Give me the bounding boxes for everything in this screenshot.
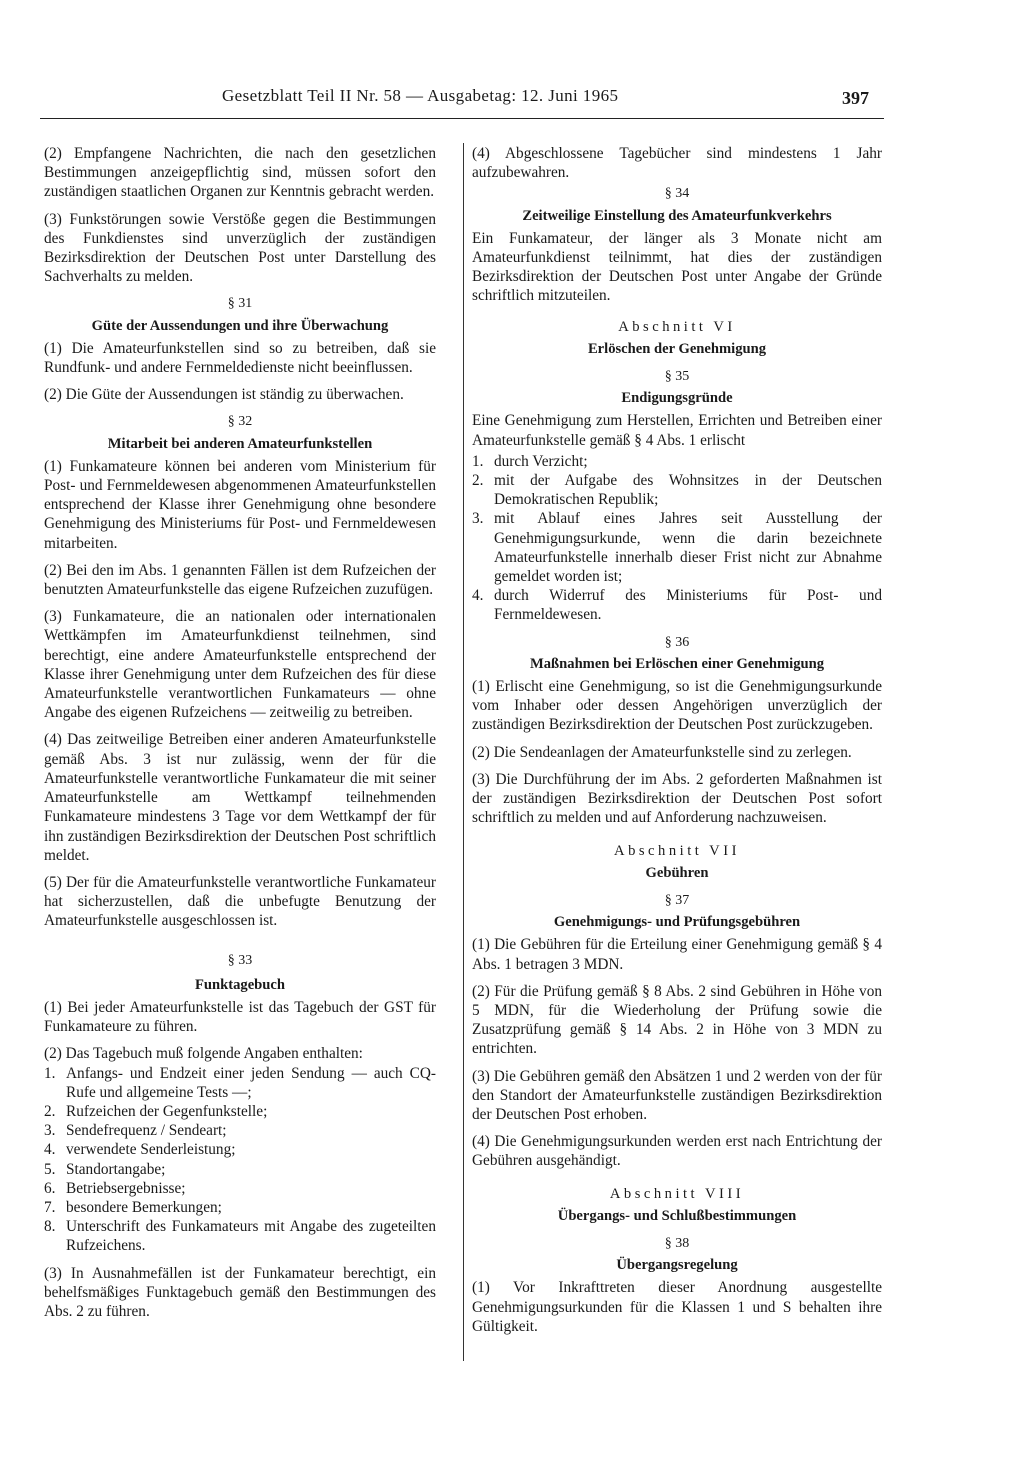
numbered-list <box>472 452 882 625</box>
paragraph: (3) Funkamateure, die an nationalen oder internationalen Wettkämpfen im Amateurfunkdienst teilnehmen, sind berechtigt, eine andere Amateurfunkstelle entsprechend der Klasse ihrer Genehmigung unter dem Rufzeichen des für diese Amateurfunkstelle verantwortlichen Funkamateurs — ohne Angabe des eigenen Rufzeichens — zeitweilig zu betreiben. <box>44 608 436 722</box>
section-number: § 31 <box>227 296 253 312</box>
list-item <box>44 1179 436 1198</box>
page-number: 397 <box>842 88 869 108</box>
part-title: Übergangs- und Schlußbestimmungen <box>557 1207 797 1224</box>
list-item-text: Anfangs- und Endzeit einer jeden Sendung — auch CQ-Rufe und allgemeine Tests —; <box>66 1064 436 1101</box>
section-title: Übergangsregelung <box>616 1257 738 1274</box>
section-title: Zeitweilige Einstellung des Amateurfunkverkehrs <box>522 207 832 224</box>
section-title: Funktagebuch <box>194 976 286 993</box>
list-item-text: Unterschrift des Funkamateurs mit Angabe des zugeteilten Rufzeichens. <box>66 1218 436 1255</box>
list-item-text: durch Verzicht; <box>494 452 588 470</box>
numbered-list <box>44 1064 436 1256</box>
list-item <box>472 471 882 509</box>
paragraph: (3) Die Gebühren gemäß den Absätzen 1 und 2 werden von der für den Standort der Amateurfunkstelle zuständigen Bezirksdirektion der Deutschen Post erhoben. <box>472 1067 882 1123</box>
list-item <box>44 1217 436 1255</box>
section-number: § 33 <box>227 952 253 968</box>
header-rule <box>40 118 884 119</box>
paragraph: (1) Erlischt eine Genehmigung, so ist die Genehmigungsurkunde vom Inhaber oder dessen Angehörigen unverzüglich der zuständigen Bezirksdirektion der Deutschen Post zurückzugeben. <box>472 678 882 734</box>
list-item-number: 4. <box>472 587 484 605</box>
list-item <box>44 1160 436 1179</box>
list-item-number: 7. <box>44 1198 56 1216</box>
paragraph: (2) Für die Prüfung gemäß § 8 Abs. 2 sind Gebühren in Höhe von 5 MDN, für die Wiederholung der Prüfung sowie die Zusatzprüfung gemäß § 14 Abs. 2 in Höhe von 3 MDN zu entrichten. <box>472 982 882 1058</box>
list-item-number: 1. <box>472 452 484 470</box>
list-item-text: Standortangabe; <box>66 1160 166 1178</box>
paragraph: (3) In Ausnahmefällen ist der Funkamateur berechtigt, ein behelfsmäßiges Funktagebuch gemäß den Bestimmungen des Abs. 2 zu führen. <box>44 1264 436 1320</box>
list-item <box>472 452 882 471</box>
section-title: Genehmigungs- und Prüfungsgebühren <box>553 914 801 931</box>
paragraph: (1) Vor Inkrafttreten dieser Anordnung ausgestellte Genehmigungsurkunden für die Klassen 1 und S behalten ihre Gültigkeit. <box>472 1279 882 1335</box>
list-item-text: Sendefrequenz / Sendeart; <box>66 1122 227 1140</box>
list-item-number: 1. <box>44 1064 56 1082</box>
paragraph: (3) Die Durchführung der im Abs. 2 geforderten Maßnahmen ist der zuständigen Bezirksdirektion der Deutschen Post sofort schriftlich zu melden und auf Anforderung nachzuweisen. <box>472 770 882 827</box>
paragraph: (4) Das zeitweilige Betreiben einer anderen Amateurfunkstelle gemäß Abs. 3 ist nur zulässig, wenn der für die Amateurfunkstelle verantwortliche Funkamateur die mit seiner Amateurfunkstelle am Wettkampf teilnehmenden Funkamateure mindestens 3 Tage vor dem Wettkampf der für ihn zuständigen Bezirksdirektion der Deutschen Post schriftlich meldet. <box>44 731 436 864</box>
page-header: Gesetzblatt Teil II Nr. 58 — Ausgabetag: 12. Juni 1965 <box>222 86 619 105</box>
list-item-number: 4. <box>44 1141 56 1159</box>
paragraph: (3) Funkstörungen sowie Verstöße gegen die Bestimmungen des Funkdienstes sind unverzüglich der zuständigen Bezirksdirektion der Deutschen Post unter Darstellung des Sachverhalts zu melden. <box>44 210 436 286</box>
paragraph: (1) Die Gebühren für die Erteilung einer Genehmigung gemäß § 4 Abs. 1 betragen 3 MDN. <box>472 936 882 973</box>
list-item-number: 5. <box>44 1160 56 1178</box>
list-item-text: mit der Aufgabe des Wohnsitzes in der Deutschen Demokratischen Republik; <box>494 472 882 509</box>
paragraph: (4) Abgeschlossene Tagebücher sind mindestens 1 Jahr aufzubewahren. <box>472 145 882 182</box>
list-item <box>44 1121 436 1140</box>
list-item-text: verwendete Senderleistung; <box>66 1141 236 1159</box>
list-item-number: 3. <box>472 510 484 528</box>
list-item-number: 2. <box>472 472 484 490</box>
list-item <box>472 509 882 586</box>
list-item-text: mit Ablauf eines Jahres seit Ausstellung der Genehmigungsurkunde, wenn die darin bezeichnete Amateurfunkstelle innerhalb dieser Frist nicht zur Abnahme gemeldet worden ist; <box>494 510 882 586</box>
list-item <box>44 1198 436 1217</box>
paragraph: (2) Die Sendeanlagen der Amateurfunkstelle sind zu zerlegen. <box>472 743 852 761</box>
part-title: Erlöschen der Genehmigung <box>587 340 767 357</box>
section-number: § 34 <box>664 186 690 202</box>
paragraph: (1) Funkamateure können bei anderen vom Ministerium für Post- und Fernmeldewesen abgenommenen Amateurfunkstellen entsprechend der Klasse ihrer Genehmigung ohne besondere Genehmigung des Ministeriums für Post- und Fernmeldewesen mitarbeiten. <box>44 457 436 552</box>
paragraph: Ein Funkamateur, der länger als 3 Monate nicht am Amateurfunkdienst teilnimmt, hat dies der zuständigen Bezirksdirektion der Deutschen Post unter Angabe der Gründe schriftlich mitzuteilen. <box>472 229 882 305</box>
paragraph: Eine Genehmigung zum Herstellen, Errichten und Betreiben einer Amateurfunkstelle gemäß § 4 Abs. 1 erlischt <box>472 412 882 449</box>
paragraph: (5) Der für die Amateurfunkstelle verantwortliche Funkamateur hat sicherzustellen, daß die unbefugte Benutzung der Amateurfunkstelle ausgeschlossen ist. <box>44 873 436 930</box>
section-title: Maßnahmen bei Erlöschen einer Genehmigung <box>529 655 825 672</box>
paragraph: (2) Das Tagebuch muß folgende Angaben enthalten: <box>44 1045 363 1063</box>
list-item-text: Rufzeichen der Gegenfunkstelle; <box>66 1102 268 1120</box>
paragraph: (1) Bei jeder Amateurfunkstelle ist das Tagebuch der GST für Funkamateure zu führen. <box>44 998 436 1036</box>
part-heading: Abschnitt VI <box>618 318 736 335</box>
section-title: Güte der Aussendungen und ihre Überwachung <box>91 317 389 334</box>
list-item-text: besondere Bemerkungen; <box>66 1198 222 1216</box>
paragraph: (2) Die Güte der Aussendungen ist ständig zu überwachen. <box>44 386 404 404</box>
list-item-number: 6. <box>44 1179 56 1197</box>
right-column <box>472 144 882 1344</box>
section-number: § 38 <box>664 1235 690 1251</box>
section-number: § 36 <box>664 634 690 650</box>
section-title: Mitarbeit bei anderen Amateurfunkstellen <box>107 435 373 452</box>
list-item <box>44 1140 436 1159</box>
section-number: § 37 <box>664 892 690 908</box>
list-item-text: durch Widerruf des Ministeriums für Post- und Fernmeldewesen. <box>494 587 882 624</box>
paragraph: (2) Bei den im Abs. 1 genannten Fällen ist dem Rufzeichen der benutzten Amateurfunkstelle das eigene Rufzeichen zuzufügen. <box>44 561 436 599</box>
list-item-text: Betriebsergebnisse; <box>66 1179 186 1197</box>
part-heading: Abschnitt VII <box>614 842 740 859</box>
section-number: § 35 <box>664 369 690 385</box>
paragraph: (2) Empfangene Nachrichten, die nach den gesetzlichen Bestimmungen anzeigepflichtig sind, müssen sofort den zuständigen staatlichen Organen zur Kenntnis gebracht werden. <box>44 145 436 201</box>
paragraph: (4) Die Genehmigungsurkunden werden erst nach Entrichtung der Gebühren ausgehändigt. <box>472 1133 882 1170</box>
list-item <box>44 1064 436 1102</box>
section-title: Endigungsgründe <box>621 390 733 407</box>
list-item-number: 3. <box>44 1122 56 1140</box>
paragraph: (1) Die Amateurfunkstellen sind so zu betreiben, daß sie Rundfunk- und andere Fernmeldedienste nicht beeinflussen. <box>44 339 436 377</box>
list-item <box>472 586 882 624</box>
section-number: § 32 <box>227 414 253 430</box>
column-divider <box>463 143 464 1361</box>
left-column <box>44 144 436 1329</box>
part-title: Gebühren <box>645 864 709 881</box>
list-item-number: 8. <box>44 1218 56 1236</box>
list-item-number: 2. <box>44 1102 56 1120</box>
list-item <box>44 1102 436 1121</box>
part-heading: Abschnitt VIII <box>609 1185 745 1202</box>
